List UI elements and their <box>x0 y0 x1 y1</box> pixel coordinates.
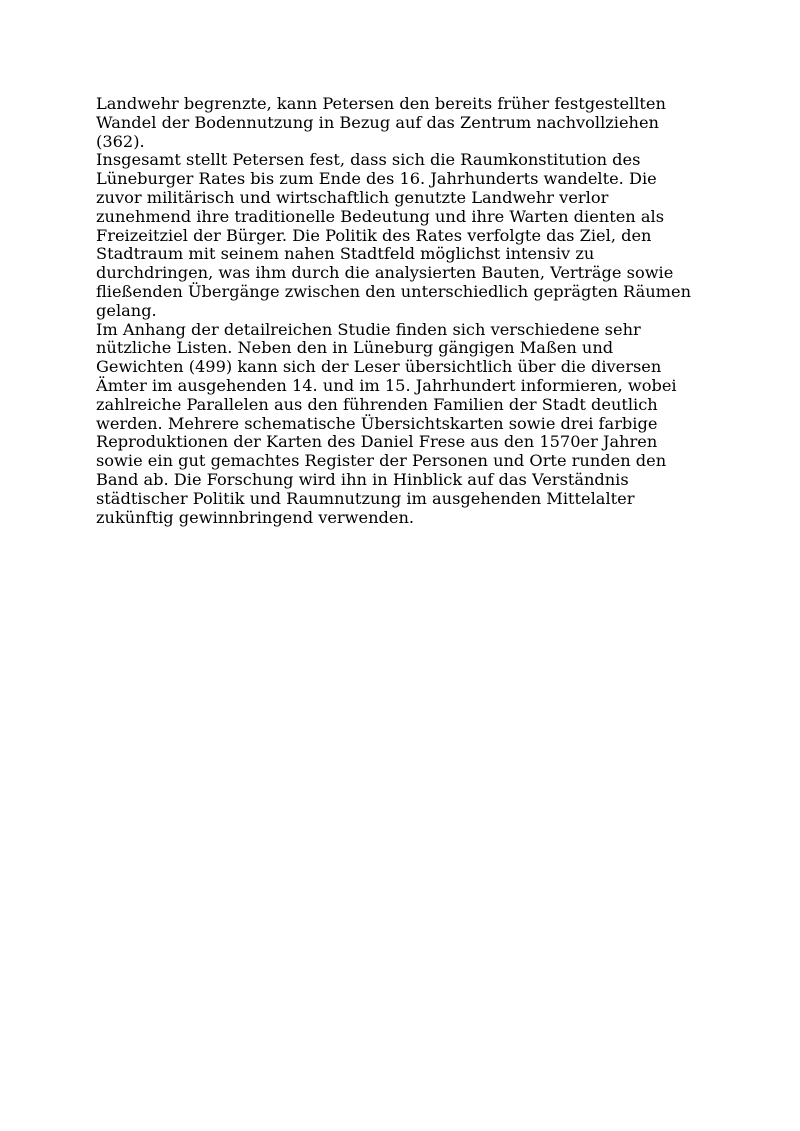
text-line: Gewichten (499) kann sich der Leser übersichtlich über die diversen <box>96 357 662 377</box>
text-line: sowie ein gut gemachtes Register der Personen und Orte runden den <box>96 451 667 471</box>
text-line: Landwehr begrenzte, kann Petersen den bereits früher festgestellten <box>96 94 666 113</box>
text-line: Band ab. Die Forschung wird ihn in Hinblick auf das Verständnis <box>96 469 629 489</box>
text-line: gelang. <box>96 300 157 320</box>
text-line: Freizeitziel der Bürger. Die Politik des Rates verfolgte das Ziel, den <box>96 225 652 245</box>
text-line: (362). <box>96 131 145 151</box>
text-line: städtischer Politik und Raumnutzung im ausgehenden Mittelalter <box>96 488 635 508</box>
text-line: Reproduktionen der Karten des Daniel Frese aus den 1570er Jahren <box>96 432 658 452</box>
text-line: Insgesamt stellt Petersen fest, dass sich die Raumkonstitution des <box>96 150 641 170</box>
text-line: zunehmend ihre traditionelle Bedeutung und ihre Warten dienten als <box>96 206 664 226</box>
text-line: zukünftig gewinnbringend verwenden. <box>96 507 415 527</box>
text-line: zuvor militärisch und wirtschaftlich genutzte Landwehr verlor <box>96 187 609 207</box>
text-line: zahlreiche Parallelen aus den führenden Familien der Stadt deutlich <box>96 394 658 414</box>
text-line: Lüneburger Rates bis zum Ende des 16. Jahrhunderts wandelte. Die <box>96 169 657 189</box>
text-line: Im Anhang der detailreichen Studie finden sich verschiedene sehr <box>96 319 641 339</box>
text-line: durchdringen, was ihm durch die analysierten Bauten, Verträge sowie <box>96 263 674 283</box>
text-line: nützliche Listen. Neben den in Lüneburg gängigen Maßen und <box>96 338 614 358</box>
text-line: Wandel der Bodennutzung in Bezug auf das Zentrum nachvollziehen <box>96 112 659 132</box>
text-line: Ämter im ausgehenden 14. und im 15. Jahrhundert informieren, wobei <box>96 375 677 395</box>
text-line: werden. Mehrere schematische Übersichtskarten sowie drei farbige <box>96 413 658 433</box>
text-line: fließenden Übergänge zwischen den unterschiedlich geprägten Räumen <box>96 281 692 301</box>
body-text <box>96 95 716 527</box>
text-line: Stadtraum mit seinem nahen Stadtfeld möglichst intensiv zu <box>96 244 595 264</box>
